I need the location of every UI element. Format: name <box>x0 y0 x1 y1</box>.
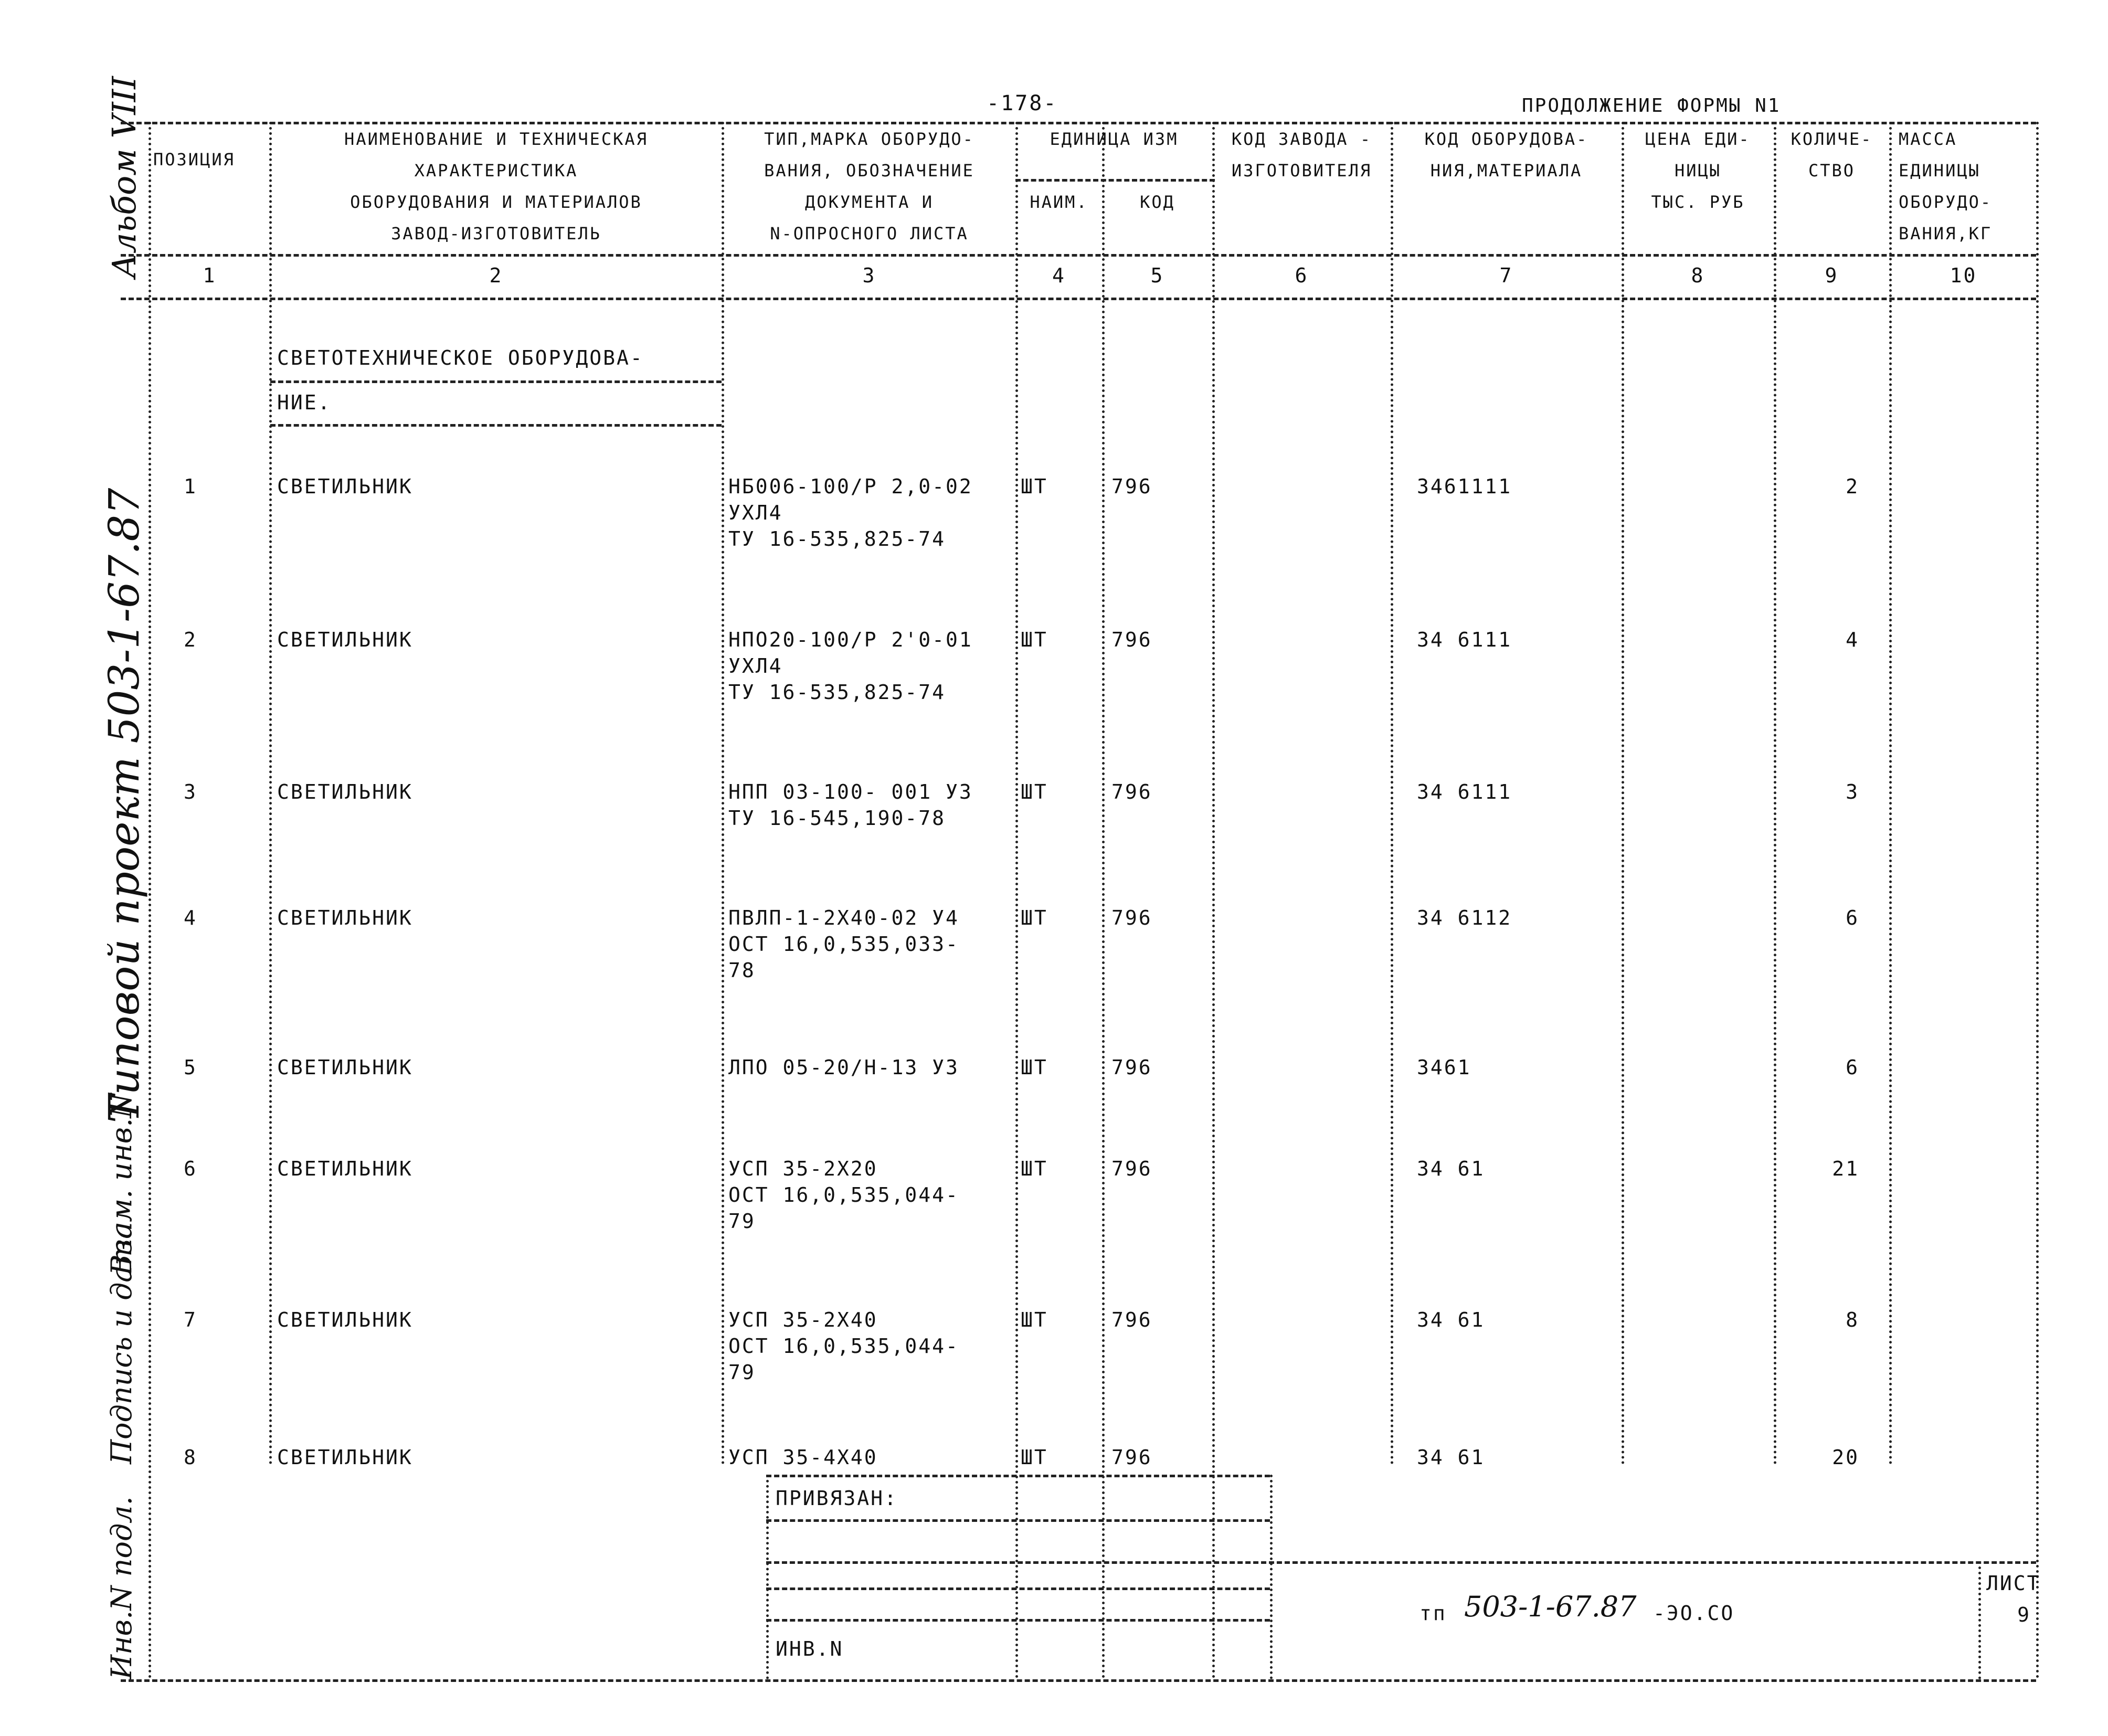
rule-section-1 <box>270 380 722 383</box>
row-type-line: ЛПО 05-20/Н-13 У3 <box>728 1056 959 1079</box>
rule-header-bottom <box>121 254 2036 257</box>
header-qty-1: КОЛИЧЕ- <box>1791 129 1873 149</box>
row-unit-code: 796 <box>1111 475 1152 498</box>
row-type-line: УСП 35-2Х20 <box>728 1157 878 1180</box>
row-quantity: 6 <box>1846 1056 1859 1079</box>
row-unit: ШТ <box>1021 906 1048 929</box>
header-name-4: ЗАВОД-ИЗГОТОВИТЕЛЬ <box>391 224 601 244</box>
col-border-2 <box>722 122 724 1465</box>
row-equip-code: 3461 <box>1417 1056 1471 1079</box>
row-name: СВЕТИЛЬНИК <box>277 906 413 929</box>
row-position: 6 <box>184 1157 197 1180</box>
row-name: СВЕТИЛЬНИК <box>277 1446 413 1469</box>
section-title-cont: НИЕ. <box>277 391 332 414</box>
header-price-3: ТЫС. РУБ <box>1651 192 1745 212</box>
stamp-code-main: 503-1-67.87 <box>1464 1590 1637 1623</box>
row-type-line: НПО20-100/Р 2'0-01 <box>728 628 973 651</box>
row-type-line: УСП 35-2Х40 <box>728 1308 878 1331</box>
col-border-5 <box>1212 122 1215 1679</box>
rule-stamp-1 <box>766 1475 1270 1477</box>
col-number: 4 <box>1052 264 1066 287</box>
header-unit: ЕДИНИЦА ИЗМ <box>1050 129 1179 149</box>
stamp-sheet-border <box>1978 1561 1981 1679</box>
row-type-line: ОСТ 16,0,535,033- <box>728 933 959 956</box>
continuation-label: ПРОДОЛЖЕНИЕ ФОРМЫ N1 <box>1522 95 1781 117</box>
stamp-privyazan: ПРИВЯЗАН: <box>776 1487 898 1510</box>
header-mass-3: ОБОРУДО- <box>1899 192 1993 212</box>
row-type-line: ТУ 16-535,825-74 <box>728 527 946 551</box>
col-border-10 <box>2036 122 2039 1679</box>
stamp-sheet-label: ЛИСТ <box>1986 1572 2041 1595</box>
side-label-project: Типовой проект 503-1-67.87 <box>100 488 149 1123</box>
row-unit: ШТ <box>1021 1446 1048 1469</box>
col-number: 3 <box>862 264 876 287</box>
row-unit-code: 796 <box>1111 906 1152 929</box>
row-equip-code: 34 61 <box>1417 1157 1485 1180</box>
row-equip-code: 34 61 <box>1417 1308 1485 1331</box>
header-name-3: ОБОРУДОВАНИЯ И МАТЕРИАЛОВ <box>350 192 642 212</box>
row-type-line: НПП 03-100- 001 У3 <box>728 780 973 803</box>
row-type-line: УСП 35-4Х40 <box>728 1446 878 1469</box>
col-number: 6 <box>1295 264 1309 287</box>
row-equip-code: 34 6111 <box>1417 780 1512 803</box>
row-name: СВЕТИЛЬНИК <box>277 1157 413 1180</box>
row-position: 5 <box>184 1056 197 1079</box>
row-quantity: 8 <box>1846 1308 1859 1331</box>
rule-unit-split <box>1015 179 1215 182</box>
row-equip-code: 34 61 <box>1417 1446 1485 1469</box>
header-equip-code-2: НИЯ,МАТЕРИАЛА <box>1430 161 1583 181</box>
row-position: 2 <box>184 628 197 651</box>
row-equip-code: 34 6111 <box>1417 628 1512 651</box>
row-name: СВЕТИЛЬНИК <box>277 1308 413 1331</box>
side-label-vzam: Взам. инв.N <box>105 1093 138 1275</box>
row-quantity: 3 <box>1846 780 1859 803</box>
row-type-line: УХЛ4 <box>728 501 783 524</box>
stamp-border-left <box>766 1475 769 1679</box>
stamp-code-suffix: -ЭО.СО <box>1653 1602 1735 1625</box>
row-quantity: 6 <box>1846 906 1859 929</box>
header-qty-2: СТВО <box>1808 161 1856 181</box>
rule-stamp-2 <box>766 1519 1270 1522</box>
col-number: 9 <box>1825 264 1839 287</box>
col-border-6 <box>1391 122 1393 1465</box>
stamp-sheet-number: 9 <box>2017 1603 2031 1626</box>
row-position: 4 <box>184 906 197 929</box>
row-position: 8 <box>184 1446 197 1469</box>
row-unit: ШТ <box>1021 475 1048 498</box>
row-unit: ШТ <box>1021 1157 1048 1180</box>
row-type-line: ТУ 16-545,190-78 <box>728 807 946 830</box>
col-number: 8 <box>1691 264 1705 287</box>
col-number: 10 <box>1950 264 1977 287</box>
header-name-2: ХАРАКТЕРИСТИКА <box>414 161 578 181</box>
header-mass-2: ЕДИНИЦЫ <box>1899 161 1980 181</box>
stamp-inv: ИНВ.N <box>776 1637 844 1660</box>
col-border-9 <box>1889 122 1892 1465</box>
row-type-line: 79 <box>728 1361 756 1384</box>
row-name: СВЕТИЛЬНИК <box>277 475 413 498</box>
row-name: СВЕТИЛЬНИК <box>277 628 413 651</box>
row-equip-code: 3461111 <box>1417 475 1512 498</box>
side-label-inv: Инв.N подл. <box>105 1496 138 1679</box>
row-type-line: УХЛ4 <box>728 654 783 678</box>
row-position: 1 <box>184 475 197 498</box>
row-equip-code: 34 6112 <box>1417 906 1512 929</box>
side-label-sign: Подпись и дата <box>105 1222 138 1464</box>
row-unit: ШТ <box>1021 628 1048 651</box>
rule-section-2 <box>270 424 722 427</box>
row-position: 7 <box>184 1308 197 1331</box>
row-unit-code: 796 <box>1111 1056 1152 1079</box>
row-unit-code: 796 <box>1111 1446 1152 1469</box>
header-name-1: НАИМЕНОВАНИЕ И ТЕХНИЧЕСКАЯ <box>344 129 648 149</box>
row-type-line: ОСТ 16,0,535,044- <box>728 1183 959 1206</box>
col-number: 5 <box>1150 264 1164 287</box>
col-number: 1 <box>203 264 217 287</box>
row-quantity: 20 <box>1832 1446 1859 1469</box>
header-unit-code: КОД <box>1140 192 1175 212</box>
row-type-line: ПВЛП-1-2Х40-02 У4 <box>728 906 959 929</box>
row-quantity: 21 <box>1832 1157 1859 1180</box>
row-unit: ШТ <box>1021 1308 1048 1331</box>
col-border-7 <box>1622 122 1624 1465</box>
col-border-3 <box>1015 122 1018 1679</box>
row-type-line: 79 <box>728 1210 756 1233</box>
page-number: -178- <box>987 91 1058 115</box>
row-unit: ШТ <box>1021 1056 1048 1079</box>
row-type-line: 78 <box>728 959 756 982</box>
rule-colnum-bottom <box>121 298 2036 300</box>
rule-stamp-5 <box>766 1619 1270 1622</box>
header-price-2: НИЦЫ <box>1674 161 1722 181</box>
col-border-4 <box>1102 122 1105 1679</box>
header-type-2: ВАНИЯ, ОБОЗНАЧЕНИЕ <box>764 161 974 181</box>
row-unit-code: 796 <box>1111 1308 1152 1331</box>
col-number: 2 <box>489 264 503 287</box>
row-type-line: НБ006-100/Р 2,0-02 <box>728 475 973 498</box>
rule-stamp-4 <box>766 1587 1270 1590</box>
row-name: СВЕТИЛЬНИК <box>277 780 413 803</box>
header-factory-code-2: ИЗГОТОВИТЕЛЯ <box>1231 161 1372 181</box>
row-quantity: 2 <box>1846 475 1859 498</box>
header-type-4: N-ОПРОСНОГО ЛИСТА <box>770 224 969 244</box>
header-position: ПОЗИЦИЯ <box>153 150 235 170</box>
row-unit-code: 796 <box>1111 780 1152 803</box>
col-number: 7 <box>1499 264 1513 287</box>
rule-top <box>121 122 2036 124</box>
rule-stamp-3 <box>766 1561 2036 1564</box>
row-unit-code: 796 <box>1111 1157 1152 1180</box>
header-equip-code-1: КОД ОБОРУДОВА- <box>1424 129 1588 149</box>
section-title: СВЕТОТЕХНИЧЕСКОЕ ОБОРУДОВА- <box>277 346 644 369</box>
header-type-1: ТИП,МАРКА ОБОРУДО- <box>764 129 974 149</box>
stamp-code-prefix: тп <box>1420 1602 1447 1625</box>
row-unit-code: 796 <box>1111 628 1152 651</box>
header-mass-4: ВАНИЯ,КГ <box>1899 224 1993 244</box>
row-type-line: ОСТ 16,0,535,044- <box>728 1335 959 1358</box>
side-label-album: Альбом VIII <box>105 76 143 278</box>
row-unit: ШТ <box>1021 780 1048 803</box>
header-type-3: ДОКУМЕНТА И <box>805 192 934 212</box>
header-price-1: ЦЕНА ЕДИ- <box>1645 129 1751 149</box>
header-factory-code-1: КОД ЗАВОДА - <box>1231 129 1372 149</box>
row-position: 3 <box>184 780 197 803</box>
stamp-border-mid <box>1270 1475 1273 1679</box>
header-unit-name: НАИМ. <box>1030 192 1088 212</box>
row-name: СВЕТИЛЬНИК <box>277 1056 413 1079</box>
row-type-line: ТУ 16-535,825-74 <box>728 681 946 704</box>
col-border-1 <box>269 122 272 1465</box>
rule-bottom <box>121 1679 2036 1682</box>
row-quantity: 4 <box>1846 628 1859 651</box>
header-mass-1: МАССА <box>1899 129 1957 149</box>
